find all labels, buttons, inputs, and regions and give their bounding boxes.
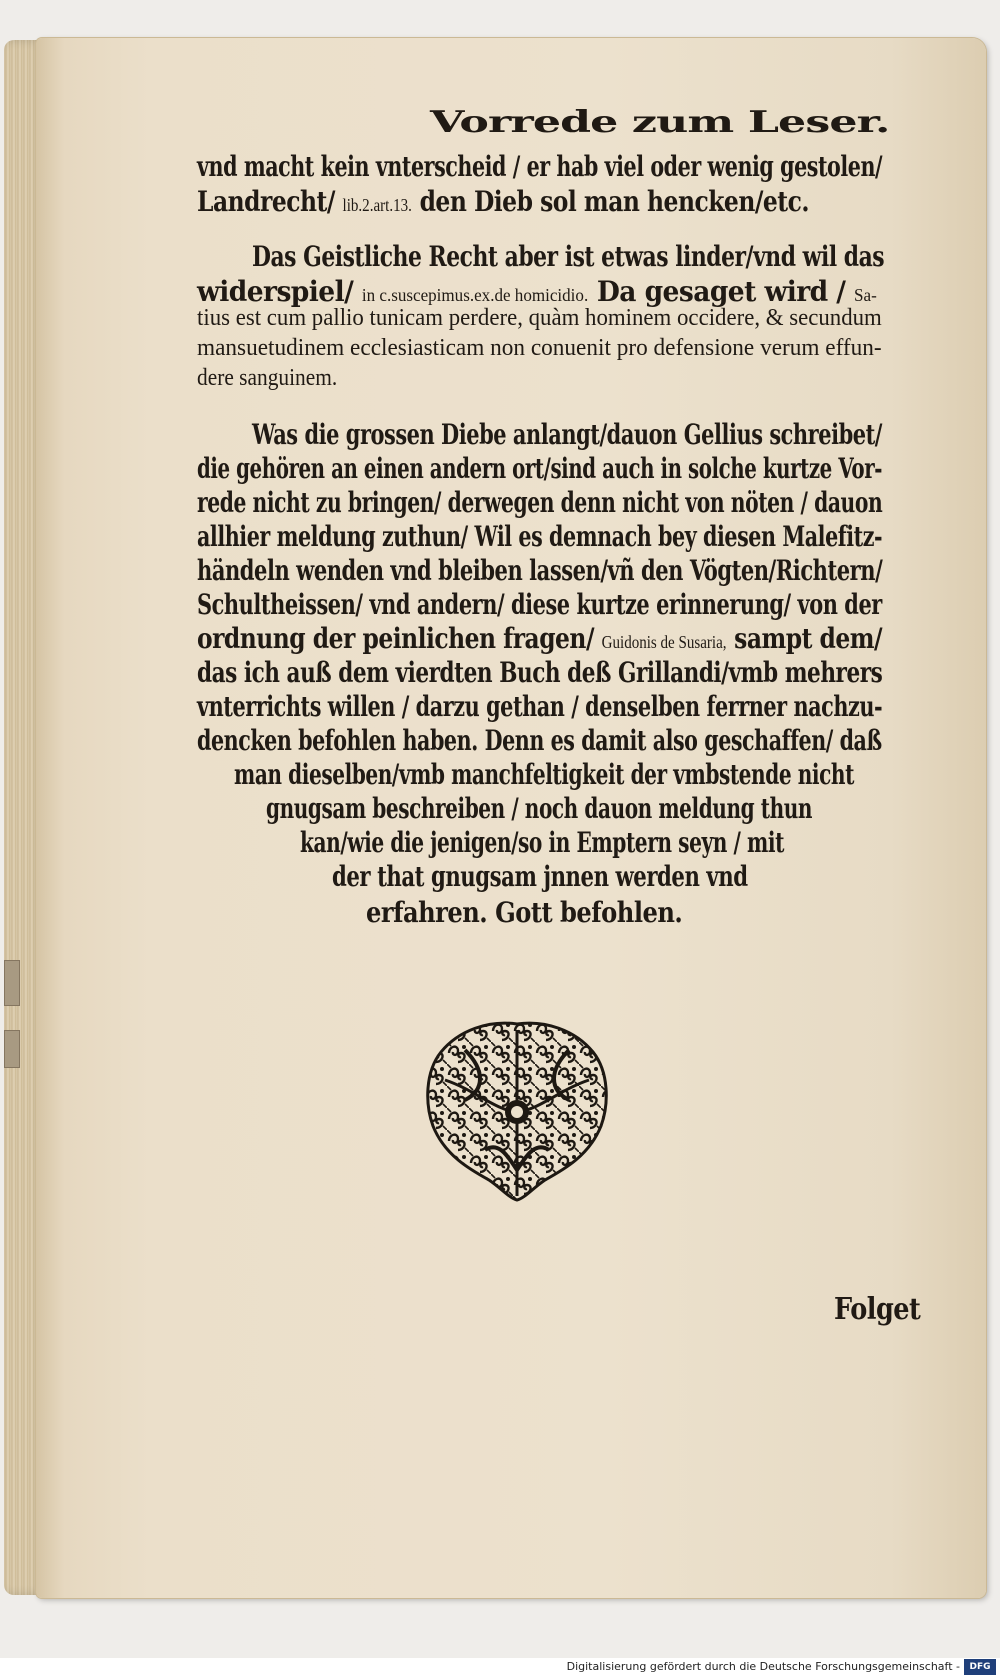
text-line [366,896,682,929]
running-head: Vorrede zum Leser. [430,105,890,140]
text-line [197,185,809,218]
dfg-logo: DFG [964,1659,996,1675]
text-line [197,150,882,183]
latin-text-span: Sa- [854,285,877,305]
fraktur-text-span: Landrecht/ [197,185,343,218]
fraktur-text-span: der that gnugsam jnnen werden vnd [332,860,748,893]
fraktur-text-span: kan/wie die jenigen/so in Emptern seyn / mit [300,826,784,859]
fraktur-text-span: gnugsam beschreiben / noch dauon meldung thun [266,792,813,825]
catchword: Folget [834,1292,921,1327]
fraktur-text-span: dencken befohlen haben. Denn es damit also geschaffen/ daß [197,724,882,757]
latin-text-span: Guidonis de Susaria, [601,632,727,652]
latin-text-span: mansuetudinem ecclesiasticam non conuenit pro defensione verum effun- [197,335,882,361]
latin-text-span: in c.suscepimus.ex.de homicidio. [361,285,589,305]
footer-bar [0,1658,1000,1678]
text-line [197,335,882,362]
text-line [197,588,882,621]
fraktur-text-span: man dieselben/vmb manchfeltigkeit der vmbstende nicht [234,758,854,791]
fraktur-text-span: Schultheissen/ vnd andern/ diese kurtze erinnerung/ von der [197,588,882,621]
fraktur-text-span: vnd macht kein vnterscheid / er hab viel oder wenig gestolen/ [197,150,883,183]
latin-text-span: dere sanguinem. [197,365,338,391]
text-line [252,240,884,273]
text-line [197,622,882,655]
latin-text-span: tius est cum pallio tunicam perdere, quàm hominem occidere, & secundum [197,305,882,331]
text-line [197,724,882,757]
text-line [197,365,337,392]
text-line [197,452,882,485]
fraktur-text-span: Das Geistliche Recht aber ist etwas linder/vnd wil das [252,240,885,273]
text-line [252,418,882,451]
text-line [197,656,882,689]
fraktur-text-span: Was die grossen Diebe anlangt/dauon Gellius schreibet/ [252,418,882,451]
text-line [234,758,854,791]
text-line [197,486,882,519]
text-line [332,860,748,893]
text-line [197,305,882,332]
latin-text-span: lib.2.art.13. [342,195,412,215]
text-line [197,520,882,553]
ornament-fleuron [425,1020,610,1202]
fraktur-text-span: widerspiel/ [197,275,362,308]
fraktur-text-span: vnterrichts willen / darzu gethan / denselben ferrner nachzu- [197,690,883,723]
fraktur-text-span: den Dieb sol man hencken/etc. [411,185,810,218]
text-line [197,690,882,723]
text-line [300,826,784,859]
fraktur-text-span: ordnung der peinlichen fragen/ [197,622,602,655]
text-line [197,275,877,308]
text-line [266,792,812,825]
fraktur-text-span: Da gesaget wird / [588,275,855,308]
footer-credit: Digitalisierung gefördert durch die Deutsche Forschungsgemeinschaft - [566,1660,960,1673]
fraktur-text-span: das ich auß dem vierdten Buch deß Grillandi/vmb mehrers [197,656,883,689]
fraktur-text-span: erfahren. Gott befohlen. [366,896,683,929]
fraktur-text-span: sampt dem/ [726,622,883,655]
fraktur-text-span: die gehören an einen andern ort/sind auch in solche kurtze Vor- [197,452,883,485]
text-line [197,554,882,587]
fraktur-text-span: allhier meldung zuthun/ Wil es demnach bey diesen Malefitz- [197,520,883,553]
fraktur-text-span: händeln wenden vnd bleiben lassen/vñ den Vögten/Richtern/ [197,554,883,587]
fraktur-text-span: rede nicht zu bringen/ derwegen denn nicht von nöten / dauon [197,486,883,519]
